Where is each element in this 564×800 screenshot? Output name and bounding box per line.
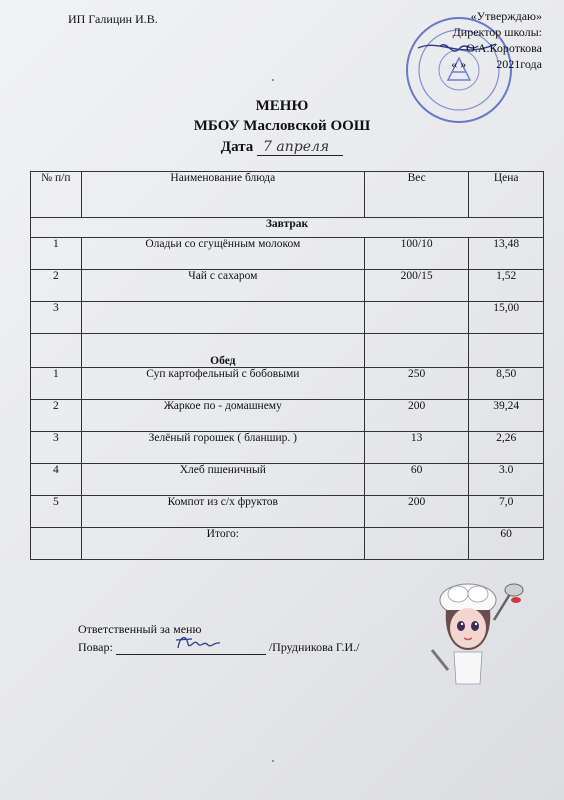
row-num: 5 — [31, 496, 82, 528]
row-num: 3 — [31, 432, 82, 464]
table-row — [31, 270, 544, 302]
school-name: МБОУ Масловской ООШ — [193, 118, 371, 134]
header-num: № п/п — [31, 172, 82, 218]
table-row — [31, 368, 544, 400]
row-price: 13,48 — [469, 238, 544, 270]
punch-mark — [272, 79, 274, 81]
row-name: Чай с сахаром — [81, 270, 364, 302]
cook-row — [78, 640, 360, 655]
row-price: 1,52 — [469, 270, 544, 302]
row-name: Жаркое по - домашнему — [81, 400, 364, 432]
lunch-weight-spacer — [364, 334, 468, 368]
row-weight: 100/10 — [364, 238, 468, 270]
responsible-label: Ответственный за меню — [78, 622, 202, 636]
table-row — [31, 302, 544, 334]
header-weight: Вес — [364, 172, 468, 218]
row-name — [81, 302, 364, 334]
row-num: 1 — [31, 238, 82, 270]
row-num: 2 — [31, 400, 82, 432]
row-weight: 13 — [364, 432, 468, 464]
approve-line-4: « » 2021года — [451, 57, 542, 71]
row-price: 3.0 — [469, 464, 544, 496]
total-weight-spacer — [364, 528, 468, 560]
row-name: Хлеб пшеничный — [81, 464, 364, 496]
total-num-spacer — [31, 528, 82, 560]
total-label: Итого: — [81, 528, 364, 560]
signature-line — [116, 642, 266, 655]
row-num: 1 — [31, 368, 82, 400]
header-price: Цена — [469, 172, 544, 218]
row-price: 7,0 — [469, 496, 544, 528]
row-weight: 250 — [364, 368, 468, 400]
cook-name: /Прудникова Г.И./ — [268, 640, 360, 654]
header-name: Наименование блюда — [81, 172, 364, 218]
row-weight: 200/15 — [364, 270, 468, 302]
menu-title: МЕНЮ — [255, 98, 309, 114]
section-breakfast — [31, 218, 544, 238]
row-num: 3 — [31, 302, 82, 334]
menu-table — [30, 171, 544, 560]
table-row — [31, 400, 544, 432]
row-name: Компот из с/х фруктов — [81, 496, 364, 528]
row-name: Суп картофельный с бобовыми — [81, 368, 364, 400]
cook-label: Повар: — [78, 640, 113, 654]
row-price: 15,00 — [469, 302, 544, 334]
punch-mark — [272, 760, 274, 762]
total-row — [31, 528, 544, 560]
section-lunch-label: Обед — [81, 334, 364, 368]
row-price: 8,50 — [469, 368, 544, 400]
date-value: 7 апреля — [257, 139, 343, 156]
lunch-num-spacer — [31, 334, 82, 368]
chef-girl-image — [418, 580, 528, 690]
table-row — [31, 464, 544, 496]
row-weight — [364, 302, 468, 334]
row-price: 39,24 — [469, 400, 544, 432]
table-row — [31, 432, 544, 464]
row-price: 2,26 — [469, 432, 544, 464]
row-weight: 200 — [364, 496, 468, 528]
row-weight: 60 — [364, 464, 468, 496]
approve-line-1: «Утверждаю» — [470, 9, 542, 23]
lunch-price-spacer — [469, 334, 544, 368]
company-name: ИП Галицин И.В. — [68, 12, 158, 26]
date-label: Дата — [220, 139, 254, 155]
row-num: 4 — [31, 464, 82, 496]
table-header-row — [31, 172, 544, 218]
date-row — [0, 139, 564, 156]
row-name: Оладьи со сгущённым молоком — [81, 238, 364, 270]
approval-block — [451, 8, 542, 72]
row-weight: 200 — [364, 400, 468, 432]
total-value: 60 — [469, 528, 544, 560]
section-lunch — [31, 334, 544, 368]
row-name: Зелёный горошек ( бланшир. ) — [81, 432, 364, 464]
table-row — [31, 238, 544, 270]
approve-line-3: О.А.Короткова — [466, 41, 542, 55]
approve-line-2: Директор школы: — [452, 25, 542, 39]
row-num: 2 — [31, 270, 82, 302]
table-row — [31, 496, 544, 528]
cook-signature — [116, 630, 266, 656]
section-breakfast-label: Завтрак — [31, 218, 544, 238]
